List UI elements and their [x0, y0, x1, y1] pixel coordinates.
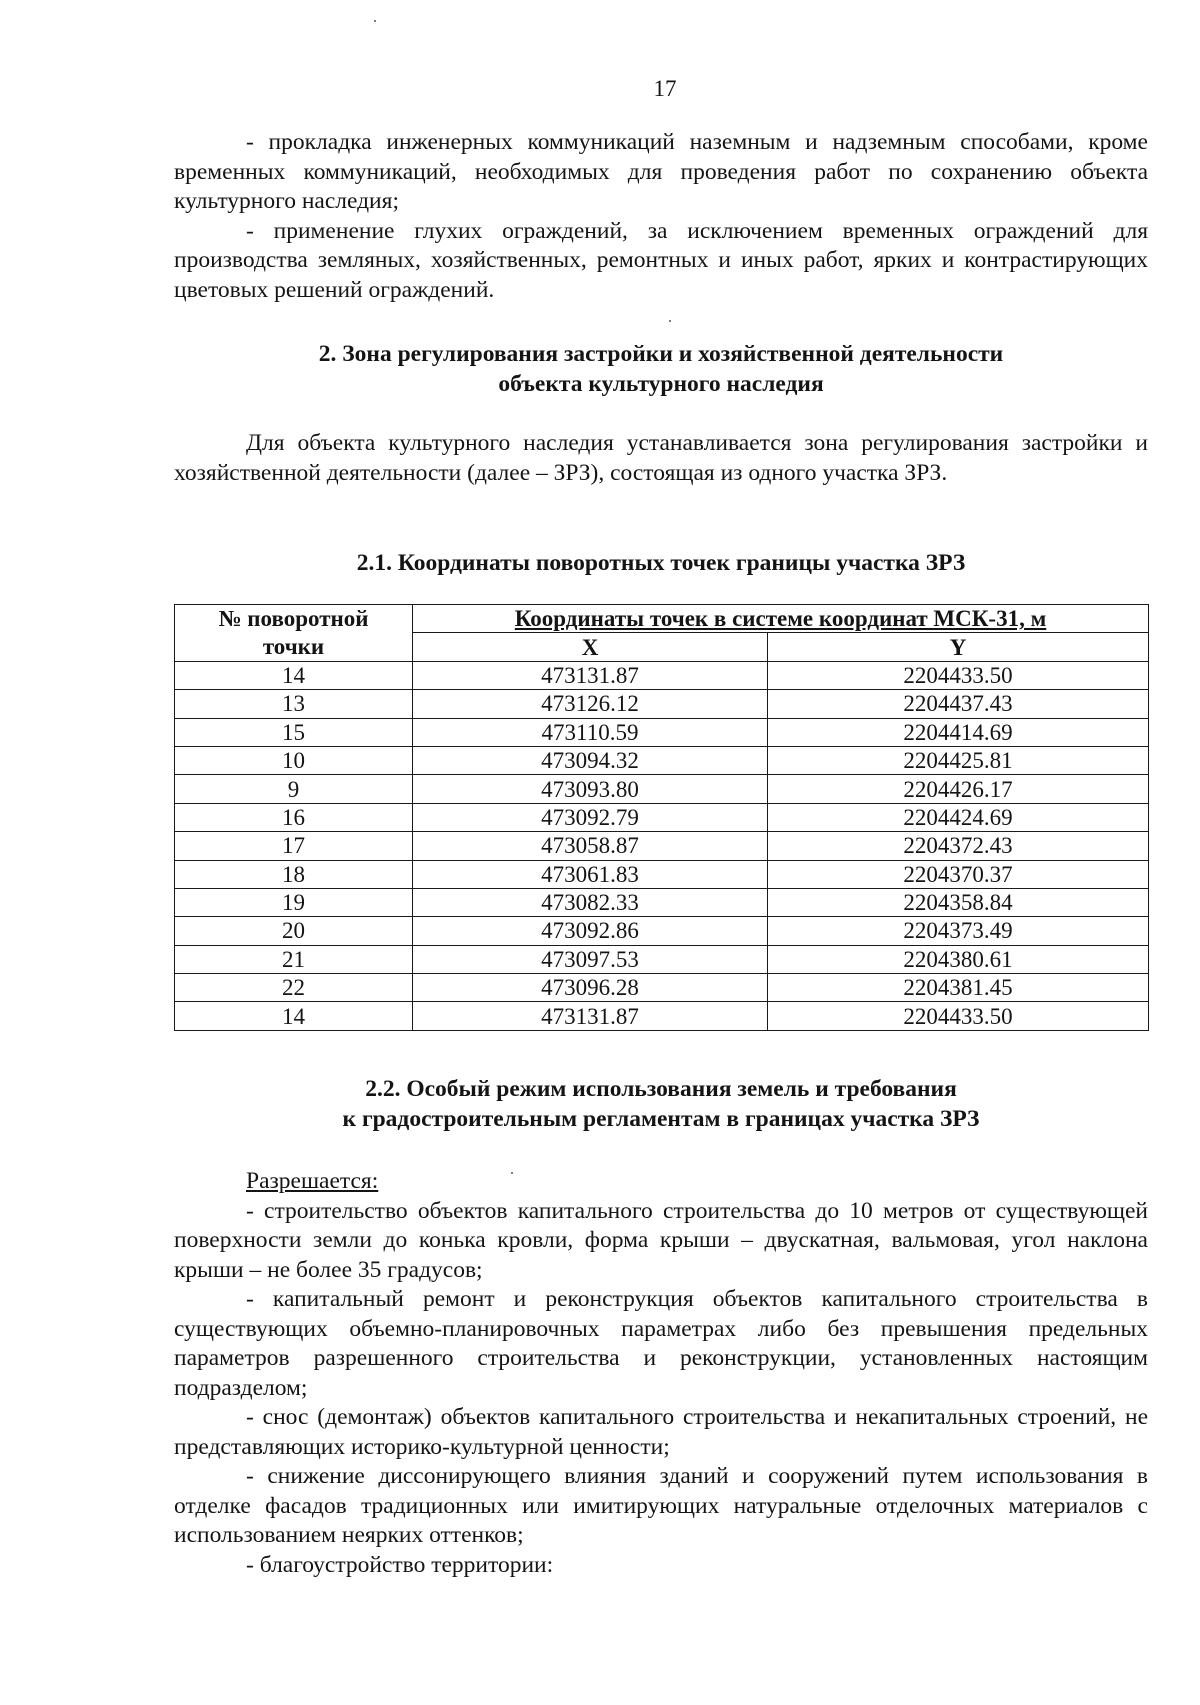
cell-point: 9 [175, 775, 413, 803]
table-row [175, 917, 1149, 945]
table-body [175, 661, 1149, 1030]
table-row [175, 832, 1149, 860]
section-2-title-line2: объекта культурного наследия [498, 370, 824, 397]
cell-y: 2204437.43 [768, 690, 1149, 718]
header-coordinates [413, 605, 1149, 633]
table-row [175, 1002, 1149, 1030]
table-row [175, 661, 1149, 689]
table-row [175, 718, 1149, 746]
cell-point: 21 [175, 945, 413, 973]
cell-y: 2204414.69 [768, 718, 1149, 746]
header-coordinates-label: Координаты точек в системе координат МСК-31, м [514, 606, 1047, 632]
coordinates-table [174, 604, 1149, 1031]
table-row [175, 775, 1149, 803]
section-2-heading [174, 340, 1148, 399]
header-point [175, 605, 413, 633]
section-2-body [174, 429, 1148, 488]
scan-speck [669, 320, 671, 322]
table-row [175, 690, 1149, 718]
cell-point: 14 [175, 1002, 413, 1030]
cell-point: 16 [175, 803, 413, 831]
section-2-title-line1: 2. Зона регулирования застройки и хозяйственной деятельности [318, 341, 1004, 367]
table-row [175, 746, 1149, 774]
cell-point: 19 [175, 888, 413, 916]
section-2-paragraph: Для объекта культурного наследия устанавливается зона регулирования застройки и хозяйственной деятельности (далее – ЗРЗ), состоящая из одного участка ЗРЗ. [174, 430, 1148, 486]
cell-point: 20 [175, 917, 413, 945]
cell-y: 2204372.43 [768, 832, 1149, 860]
cell-x: 473110.59 [413, 718, 768, 746]
cell-x: 473131.87 [413, 661, 768, 689]
section-2-1-heading [174, 549, 1148, 579]
cell-x: 473093.80 [413, 775, 768, 803]
allowed-item: - строительство объектов капитального строительства до 10 метров от существующей поверхности земли до конька кровли, форма крыши – двускатная, вальмовая, угол наклона крыши – не более 35 градусов; [174, 1197, 1148, 1283]
cell-point: 10 [175, 746, 413, 774]
table-row [175, 860, 1149, 888]
cell-point: 14 [175, 661, 413, 689]
section-2-1-title: 2.1. Координаты поворотных точек границы участка ЗРЗ [356, 550, 966, 576]
cell-x: 473092.86 [413, 917, 768, 945]
cell-point: 15 [175, 718, 413, 746]
cell-x: 473092.79 [413, 803, 768, 831]
cell-y: 2204425.81 [768, 746, 1149, 774]
allowed-label-text: Разрешается: [246, 1168, 379, 1194]
table-row [175, 945, 1149, 973]
cell-point: 18 [175, 860, 413, 888]
cell-point: 22 [175, 974, 413, 1002]
cell-y: 2204358.84 [768, 888, 1149, 916]
allowed-item: - снижение диссонирующего влияния зданий и сооружений путем использования в отделке фасадов традиционных или имитирующих натуральные отделочных материалов с использованием неярких оттенков; [174, 1463, 1148, 1548]
intro-paragraph: - применение глухих ограждений, за исключением временных ограждений для производства земляных, хозяйственных, ремонтных и иных работ, ярких и контрастирующих цветовых решений ограждений. [174, 217, 1148, 303]
header-point-continued [175, 633, 413, 661]
allowed-item: - благоустройство территории: [246, 1551, 554, 1578]
cell-x: 473082.33 [413, 888, 768, 916]
cell-point: 13 [175, 690, 413, 718]
section-2-2-title-line1: 2.2. Особый режим использования земель и требования [365, 1076, 957, 1102]
header-point-line2: точки [262, 634, 325, 660]
section-2-2-body [174, 1167, 1148, 1580]
table-row [175, 888, 1149, 916]
allowed-item: - капитальный ремонт и реконструкция объектов капитального строительства в существующих объемно-планировочных параметрах либо без превышения предельных параметров разрешенного строительства и реконструкции, установленных настоящим подразделом; [174, 1286, 1148, 1401]
cell-x: 473096.28 [413, 974, 768, 1002]
page-number: 17 [653, 76, 677, 101]
intro-paragraph: - прокладка инженерных коммуникаций наземным и надземным способами, кроме временных коммуникаций, необходимых для проведения работ по сохранению объекта культурного наследия; [174, 129, 1148, 214]
cell-y: 2204424.69 [768, 803, 1149, 831]
section-2-2-title-line2: к градостроительным регламентам в границах участка ЗРЗ [342, 1105, 980, 1132]
cell-y: 2204433.50 [768, 661, 1149, 689]
table-header-row [175, 605, 1149, 633]
cell-x: 473131.87 [413, 1002, 768, 1030]
cell-y: 2204370.37 [768, 860, 1149, 888]
table-subheader-row [175, 633, 1149, 661]
header-x: X [413, 633, 768, 661]
allowed-label [174, 1167, 1148, 1197]
table-row [175, 803, 1149, 831]
cell-y: 2204426.17 [768, 775, 1149, 803]
cell-x: 473094.32 [413, 746, 768, 774]
cell-x: 473097.53 [413, 945, 768, 973]
header-point-line1: № поворотной [218, 606, 369, 632]
section-2-2-heading [174, 1075, 1148, 1134]
cell-point: 17 [175, 832, 413, 860]
cell-y: 2204380.61 [768, 945, 1149, 973]
intro-block [174, 128, 1148, 305]
cell-y: 2204433.50 [768, 1002, 1149, 1030]
header-y: Y [768, 633, 1149, 661]
scan-speck [374, 20, 376, 22]
cell-x: 473126.12 [413, 690, 768, 718]
cell-x: 473061.83 [413, 860, 768, 888]
cell-x: 473058.87 [413, 832, 768, 860]
scan-speck [511, 1172, 513, 1174]
cell-y: 2204381.45 [768, 974, 1149, 1002]
table-row [175, 974, 1149, 1002]
allowed-item: - снос (демонтаж) объектов капитального строительства и некапитальных строений, не представляющих историко-культурной ценности; [174, 1404, 1148, 1460]
cell-y: 2204373.49 [768, 917, 1149, 945]
